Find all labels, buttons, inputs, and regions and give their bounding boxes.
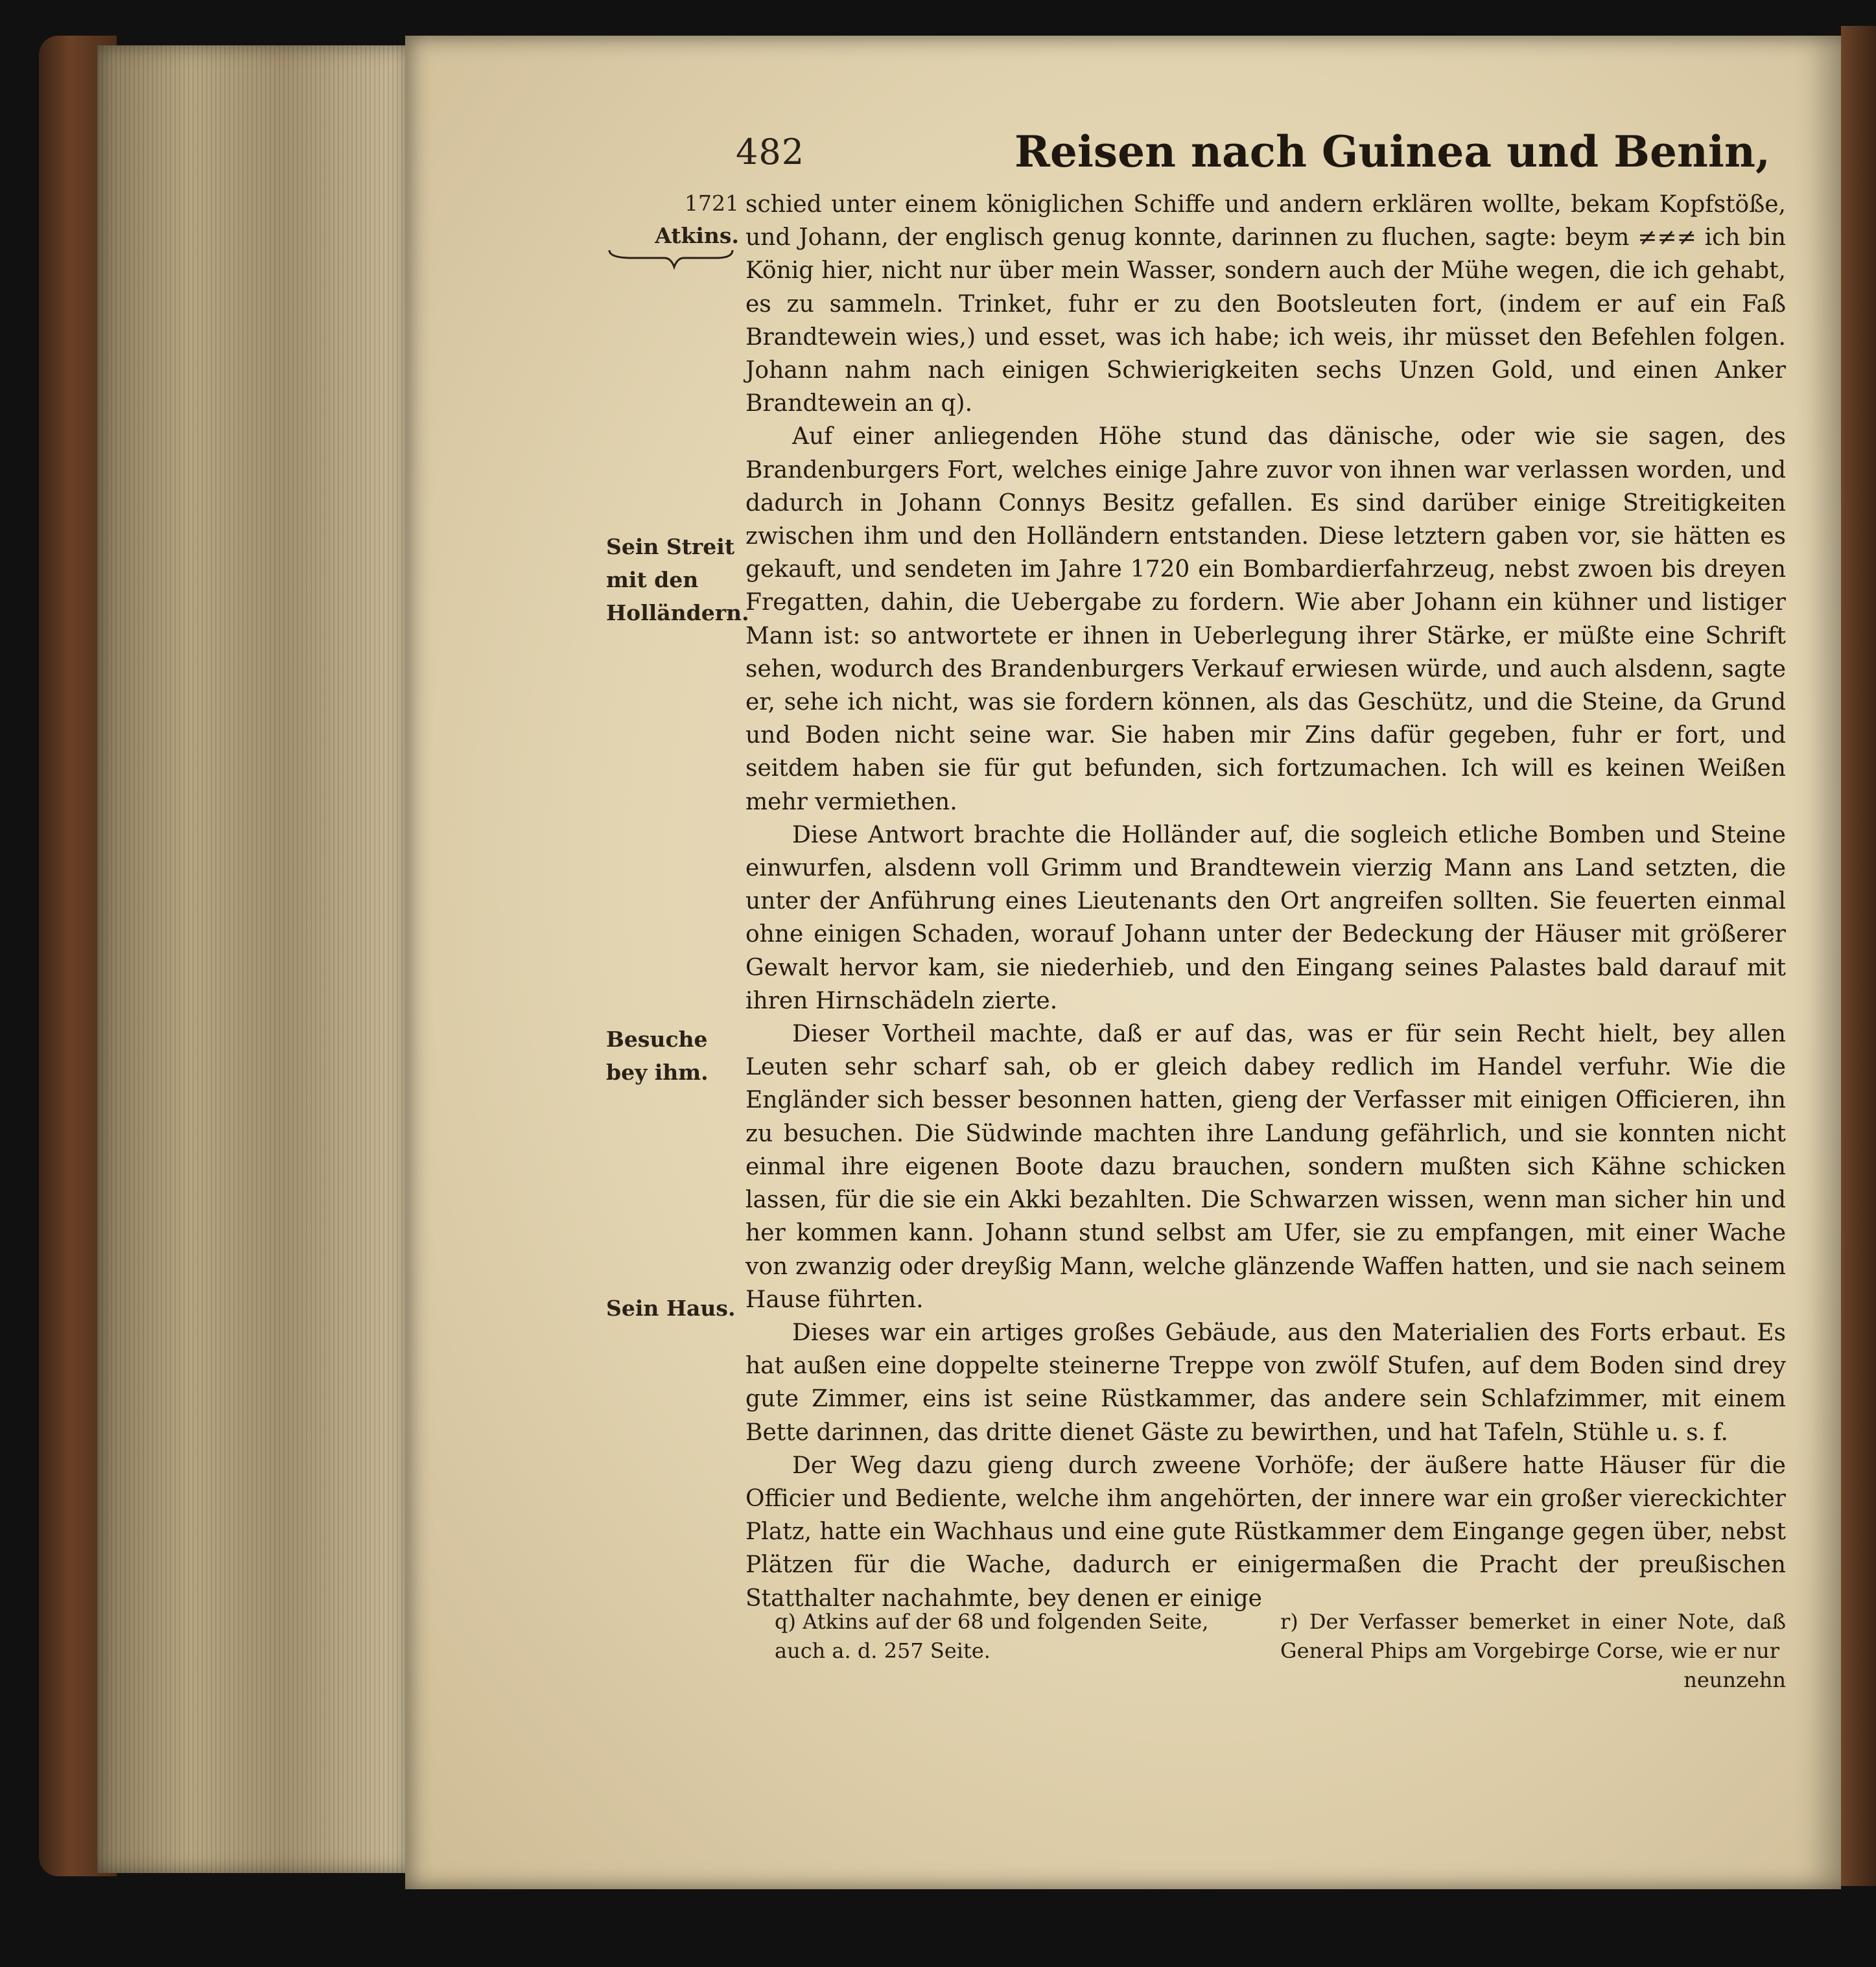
margin-note-haus: Sein Haus. bbox=[606, 1296, 736, 1321]
running-title: Reisen nach Guinea und Benin, bbox=[1014, 126, 1770, 177]
page-number: 482 bbox=[736, 132, 805, 172]
footnote-q: q) Atkins auf der 68 und folgenden Seite, auch a. d. 257 Seite. bbox=[775, 1609, 1209, 1663]
body-text bbox=[745, 188, 1786, 1615]
margin-note-streit: Sein Streit mit den Holländern. bbox=[606, 534, 749, 625]
paragraph-6: Der Weg dazu gieng durch zweene Vorhöfe; der äußere hatte Häuser für die Officier und Bediente, welche ihm angehörten, der innere war ein großer viereckichter Platz, hatte ein Wachhaus und eine gute Rüstkammer dem Eingange gegen über, nebst Plätzen für die Wache, dadurch er einigermaßen die Pracht der preußischen Statthalter nachahmte, bey denen er einige bbox=[745, 1452, 1786, 1612]
catchword: neunzehn bbox=[1683, 1668, 1786, 1692]
margin-note-atkins: Atkins. bbox=[655, 223, 739, 248]
paragraph-5: Dieses war ein artiges großes Gebäude, aus den Materialien des Forts erbaut. Es hat außen eine doppelte steinerne Treppe von zwölf Stufen, auf dem Boden sind drey gute Zimmer, eins ist seine Rüstkammer, das andere sein Schlafzimmer, mit einem Bette darinnen, das dritte dienet Gäste zu bewirthen, und hat Tafeln, Stühle u. s. f. bbox=[745, 1319, 1786, 1446]
book-cover-right bbox=[1841, 26, 1876, 1886]
footnote-r bbox=[1280, 1607, 1786, 1695]
paragraph-3: Diese Antwort brachte die Holländer auf, die sogleich etliche Bomben und Steine einwurfen, alsdenn voll Grimm und Brandtewein vierzig Mann ans Land setzten, die unter der Anführung eines Lieutenants den Ort angreifen sollten. Sie feuerten einmal ohne einigen Schaden, worauf Johann unter der Bedeckung der Häuser mit größerer Gewalt hervor kam, sie niederhieb, und den Eingang seines Palastes bald darauf mit ihren Hirnschädeln zierte. bbox=[745, 821, 1786, 1014]
running-head bbox=[736, 126, 1786, 185]
page-stack-edge bbox=[97, 45, 408, 1873]
margin-brace-icon bbox=[606, 245, 736, 271]
footnote-r-text: r) Der Verfasser bemerket in einer Note, daß General Phips am Vorgebirge Corse, wie er nur bbox=[1280, 1609, 1786, 1663]
paragraph-4: Dieser Vortheil machte, daß er auf das, was er für sein Recht hielt, bey allen Leuten sehr scharf sah, ob er gleich dabey redlich im Handel verfuhr. Wie die Engländer sich besser besonnen hatten, gieng der Verfasser mit einigen Officieren, ihn zu besuchen. Die Südwinde machten ihre Landung gefährlich, und sie konnten nicht einmal ihre eigenen Boote dazu brauchen, sondern mußten sich Kähne schicken lassen, für die sie ein Akki bezahlten. Die Schwarzen wissen, wenn man sicher hin und her kommen kann. Johann stund selbst am Ufer, sie zu empfangen, mit einer Wache von zwanzig oder dreyßig Mann, welche glänzende Waffen hatten, und sie nach seinem Hause führten. bbox=[745, 1021, 1786, 1313]
margin-note-year: 1721 bbox=[685, 191, 739, 216]
paragraph-1: schied unter einem königlichen Schiffe und andern erklären wollte, bekam Kopfstöße, und Johann, der englisch genug konnte, darinnen zu fluchen, sagte: beym ≠≠≠ ich bin König hier, nicht nur über mein Wasser, sondern auch der Mühe wegen, die ich gehabt, es zu sammeln. Trinket, fuhr er zu den Bootsleuten fort, (indem er auf ein Faß Brandtewein wies,) und esset, was ich habe; ich weis, ihr müsset den Befehlen folgen. Johann nahm nach einigen Schwierigkeiten sechs Unzen Gold, und einen Anker Brandtewein an q). bbox=[745, 191, 1786, 417]
paragraph-2: Auf einer anliegenden Höhe stund das dänische, oder wie sie sagen, des Brandenburgers Fort, welches einige Jahre zuvor von ihnen war verlassen worden, und dadurch in Johann Connys Besitz gefallen. Es sind darüber einige Streitigkeiten zwischen ihm und den Holländern entstanden. Diese letztern gaben vor, sie hätten es gekauft, und sendeten im Jahre 1720 ein Bombardierfahrzeug, nebst zwoen bis dreyen Fregatten, dahin, die Uebergabe zu fordern. Wie aber Johann ein kühner und listiger Mann ist: so antwortete er ihnen in Ueberlegung ihrer Stärke, er müßte eine Schrift sehen, wodurch des Brandenburgers Verkauf erwiesen würde, und auch alsdenn, sagte er, sehe ich nicht, was sie fordern können, als das Geschütz, und die Steine, da Grund und Boden nicht seine war. Sie haben mir Zins dafür gegeben, fuhr er fort, und seitdem haben sie für gut befunden, sich fortzumachen. Ich will es keinen Weißen mehr vermiethen. bbox=[745, 423, 1786, 815]
margin-note-besuche: Besuche bey ihm. bbox=[606, 1027, 709, 1085]
